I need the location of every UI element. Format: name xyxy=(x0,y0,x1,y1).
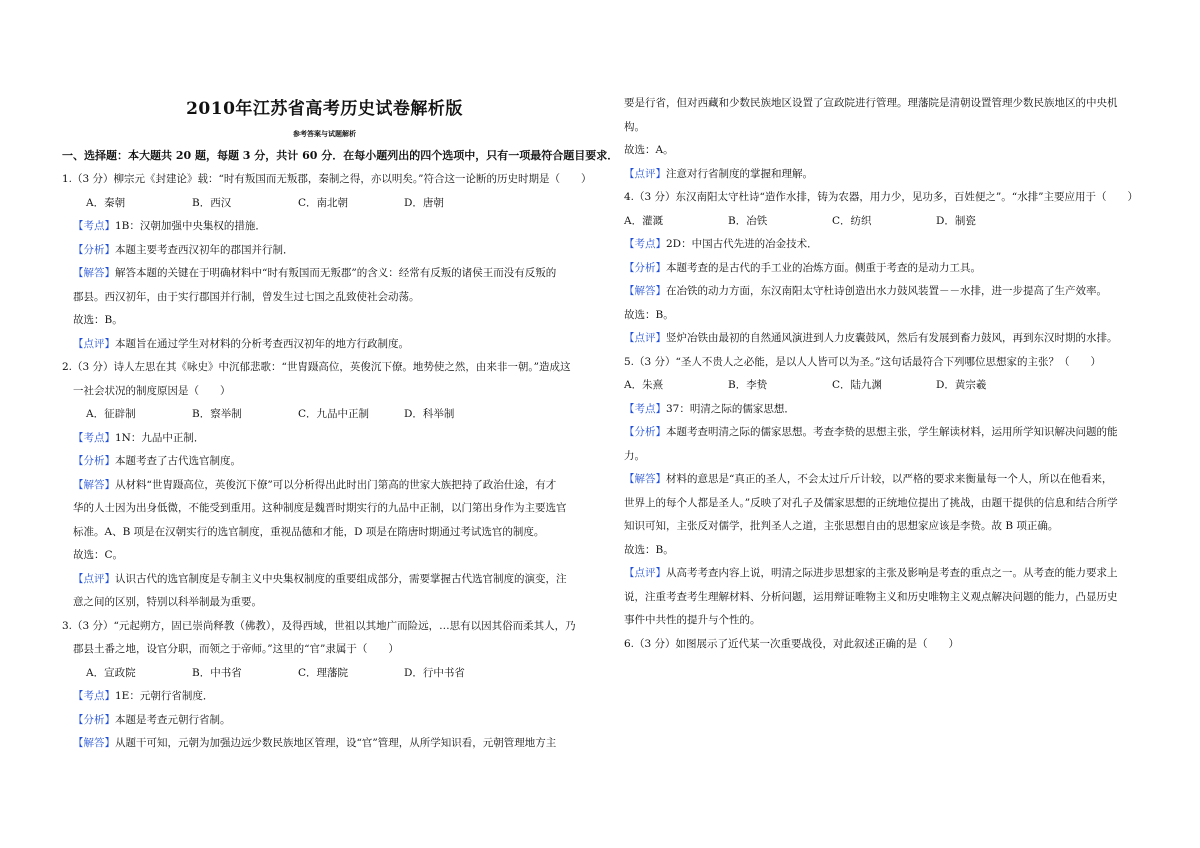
question-1-stem: 1.（3 分）柳宗元《封建论》载：“时有叛国而无叛郡，秦制之得，亦以明矣。”符合这一论断的历史时期是（ ） xyxy=(62,173,592,185)
question-2 xyxy=(62,356,587,615)
fenxi-text: 本题主要考查西汉初年的郡国并行制． xyxy=(115,243,294,256)
dianping-tag: 【点评】 xyxy=(73,572,115,585)
option-d: D．唐朝 xyxy=(404,196,444,209)
question-3-continued xyxy=(624,92,1149,186)
section-heading: 一、选择题：本大题共 20 题，每题 3 分，共计 60 分．在每小题列出的四个选项中，只有一项最符合题目要求． xyxy=(62,149,619,162)
jieda-line xyxy=(624,468,1149,492)
dianping-line xyxy=(62,568,587,592)
fenxi-text: 本题考查了古代选官制度。 xyxy=(115,455,241,467)
right-column xyxy=(624,92,1149,656)
question-4-stem: 4.（3 分）东汉南阳太守杜诗“造作水排，铸为农器，用力少，见功多，百姓便之”。“水排”主要应用于（ ） xyxy=(624,191,1139,203)
jieda-tag: 【解答】 xyxy=(73,737,115,749)
option-a: A．秦朝 xyxy=(86,196,126,209)
fenxi-line xyxy=(62,239,587,263)
jieda-line xyxy=(624,280,1149,304)
fenxi-tag: 【分析】 xyxy=(73,243,115,256)
kaodian-line xyxy=(624,233,1149,257)
kaodian-line xyxy=(62,427,587,451)
option-c: C．南北朝 xyxy=(298,196,349,209)
kaodian-tag: 【考点】 xyxy=(73,220,115,232)
option-c: C．纺织 xyxy=(832,214,872,227)
kaodian-text: 2D：中国古代先进的冶金技术． xyxy=(666,238,818,250)
question-5-stem: 5.（3 分）“圣人不贵人之必能，是以人人皆可以为圣。”这句话最符合下列哪位思想家的主张？（ ） xyxy=(624,355,1102,368)
option-a: A．朱熹 xyxy=(624,379,664,391)
dianping-text: 认识古代的选官制度是专制主义中央集权制度的重要组成部分，需要掌握古代选官制度的演变，注 xyxy=(115,572,567,585)
kaodian-text: 1B：汉朝加强中央集权的措施． xyxy=(115,220,266,232)
jieda-line-cont: 构。 xyxy=(624,120,645,133)
answer-line: 故选：B。 xyxy=(624,308,674,321)
question-5 xyxy=(624,351,1149,633)
question-3-stem: 3.（3 分）“元起朔方，固已崇尚释教（佛教），及得西域，世祖以其地广而险远，…思有以因其俗而柔其人，乃 xyxy=(62,619,576,632)
dianping-line-cont: 说，注重考查考生理解材料、分析问题，运用辩证唯物主义和历史唯物主义观点解决问题的能力，凸显历史 xyxy=(624,590,1118,603)
fenxi-tag: 【分析】 xyxy=(73,713,115,726)
option-c: C．理藩院 xyxy=(298,666,349,679)
fenxi-tag: 【分析】 xyxy=(624,426,666,438)
question-4-options xyxy=(624,210,1149,234)
dianping-line xyxy=(624,163,1149,187)
question-1-options xyxy=(62,192,587,216)
question-2-options xyxy=(62,403,587,427)
question-5-options xyxy=(624,374,1149,398)
answer-line: 故选：B。 xyxy=(624,543,674,556)
jieda-text: 解答本题的关键在于明确材料中“时有叛国而无叛郡”的含义：经常有反叛的诸侯王而没有反叛的 xyxy=(115,267,557,279)
jieda-line xyxy=(62,474,587,498)
jieda-tag: 【解答】 xyxy=(624,473,666,485)
jieda-text: 在冶铁的动力方面，东汉南阳太守杜诗创造出水力鼓风装置－－水排，进一步提高了生产效率。 xyxy=(666,285,1107,297)
jieda-tag: 【解答】 xyxy=(73,267,115,279)
jieda-tag: 【解答】 xyxy=(73,478,115,491)
left-column xyxy=(62,92,619,756)
fenxi-text: 本题是考查元朝行省制。 xyxy=(115,713,231,726)
fenxi-line xyxy=(62,450,587,474)
option-a: A．征辟制 xyxy=(86,408,136,420)
jieda-line-cont: 要是行省，但对西藏和少数民族地区设置了宣政院进行管理。理藩院是清朝设置管理少数民族地区的中央机 xyxy=(624,97,1118,109)
jieda-line-cont: 华的人士因为出身低微，不能受到重用。这种制度是魏晋时期实行的九品中正制，以门第出身作为主要选官 xyxy=(73,502,567,514)
kaodian-text: 37：明清之际的儒家思想． xyxy=(666,402,795,415)
dianping-line xyxy=(62,333,587,357)
kaodian-text: 1E：元朝行省制度． xyxy=(115,690,214,702)
dianping-text: 本题旨在通过学生对材料的分析考查西汉初年的地方行政制度。 xyxy=(115,337,409,350)
fenxi-line xyxy=(624,421,1149,445)
option-d: D．行中书省 xyxy=(404,666,465,679)
dianping-tag: 【点评】 xyxy=(73,337,115,350)
dianping-line-cont: 事件中共性的提升与个性的。 xyxy=(624,614,761,626)
question-4 xyxy=(624,186,1149,351)
jieda-line xyxy=(62,732,587,756)
fenxi-text: 本题考查的是古代的手工业的冶炼方面。侧重于考查的是动力工具。 xyxy=(666,261,981,274)
question-3-stem-cont: 郡县土番之地，设官分职，而领之于帝师。”这里的“官”隶属于（ ） xyxy=(73,643,399,655)
dianping-line-cont: 意之间的区别，特别以科举制最为重要。 xyxy=(73,596,262,608)
kaodian-tag: 【考点】 xyxy=(73,431,115,444)
dianping-tag: 【点评】 xyxy=(624,332,666,344)
fenxi-line-cont: 力。 xyxy=(624,449,645,462)
fenxi-line xyxy=(624,257,1149,281)
answer-line: 故选：A。 xyxy=(624,144,674,156)
kaodian-line xyxy=(62,685,587,709)
page-subtitle: 参考答案与试题解析 xyxy=(293,129,356,138)
kaodian-tag: 【考点】 xyxy=(624,238,666,250)
kaodian-line xyxy=(62,215,587,239)
dianping-text: 竖炉冶铁由最初的自然通风演进到人力皮囊鼓风，然后有发展到畜力鼓风，再到东汉时期的水排。 xyxy=(666,332,1118,344)
option-b: B．冶铁 xyxy=(728,214,768,227)
fenxi-tag: 【分析】 xyxy=(73,455,115,467)
question-3 xyxy=(62,615,587,756)
jieda-line-cont: 世界上的每个人都是圣人。”反映了对孔子及儒家思想的正统地位提出了挑战，由题干提供的信息和结合所学 xyxy=(624,496,1118,509)
dianping-tag: 【点评】 xyxy=(624,167,666,180)
jieda-text: 材料的意思是“真正的圣人，不会太过斤斤计较，以严格的要求来衡量每一个人，所以在他看来， xyxy=(666,473,1113,485)
fenxi-text: 本题考查明清之际的儒家思想。考查李贽的思想主张，学生解读材料，运用所学知识解决问题的能 xyxy=(666,426,1118,438)
dianping-tag: 【点评】 xyxy=(624,567,666,579)
option-b: B．李贽 xyxy=(728,379,768,391)
option-d: D．黄宗羲 xyxy=(936,379,987,391)
jieda-line-cont: 标准。A、B 项是在汉朝实行的选官制度，重视品德和才能，D 项是在隋唐时期通过考试选官的制度。 xyxy=(73,525,545,538)
jieda-text: 从材料“世胄蹑高位，英俊沉下僚”可以分析得出此时出门第高的世家大族把持了政治仕途，有才 xyxy=(115,478,557,491)
option-d: D．制瓷 xyxy=(936,214,976,227)
page-title: 2010年江苏省高考历史试卷解析版 xyxy=(186,99,463,119)
jieda-text: 从题干可知，元朝为加强边远少数民族地区管理，设“官”管理，从所学知识看，元朝管理地方主 xyxy=(115,737,557,749)
jieda-line-cont: 知识可知，主张反对儒学，批判圣人之道，主张思想自由的思想家应该是李贽。故 B 项正确。 xyxy=(624,520,1059,532)
jieda-tag: 【解答】 xyxy=(624,285,666,297)
answer-line: 故选：C。 xyxy=(73,549,124,561)
option-a: A．宣政院 xyxy=(86,666,136,679)
question-1 xyxy=(62,168,592,356)
question-2-stem-cont: 一社会状况的制度原因是（ ） xyxy=(73,384,231,397)
kaodian-text: 1N：九品中正制． xyxy=(115,431,205,444)
option-d: D．科举制 xyxy=(404,408,455,420)
fenxi-line xyxy=(62,709,587,733)
kaodian-line xyxy=(624,398,1149,422)
jieda-line-cont: 郡县。西汉初年，由于实行郡国并行制，曾发生过七国之乱致使社会动荡。 xyxy=(73,290,420,303)
fenxi-tag: 【分析】 xyxy=(624,261,666,274)
dianping-text: 从高考考查内容上说，明清之际进步思想家的主张及影响是考查的重点之一。从考查的能力要求上 xyxy=(666,567,1118,579)
kaodian-tag: 【考点】 xyxy=(624,402,666,415)
kaodian-tag: 【考点】 xyxy=(73,690,115,702)
question-3-options xyxy=(62,662,587,686)
dianping-text: 注意对行省制度的掌握和理解。 xyxy=(666,167,813,180)
option-c: C．陆九渊 xyxy=(832,379,883,391)
jieda-line xyxy=(62,262,587,286)
option-b: B．察举制 xyxy=(192,408,242,420)
question-6 xyxy=(624,633,1149,657)
dianping-line xyxy=(624,562,1149,586)
answer-line: 故选：B。 xyxy=(73,314,123,326)
dianping-line xyxy=(624,327,1149,351)
question-6-stem: 6.（3 分）如图展示了近代某一次重要战役，对此叙述正确的是（ ） xyxy=(624,637,960,650)
question-2-stem: 2.（3 分）诗人左思在其《咏史》中沉郁悲歌：“世胄蹑高位，英俊沉下僚。地势使之然，由来非一朝。”造成这 xyxy=(62,361,571,373)
option-b: B．西汉 xyxy=(192,196,232,209)
option-a: A．灌溉 xyxy=(624,214,664,227)
option-c: C．九品中正制 xyxy=(298,408,370,420)
option-b: B．中书省 xyxy=(192,666,242,679)
